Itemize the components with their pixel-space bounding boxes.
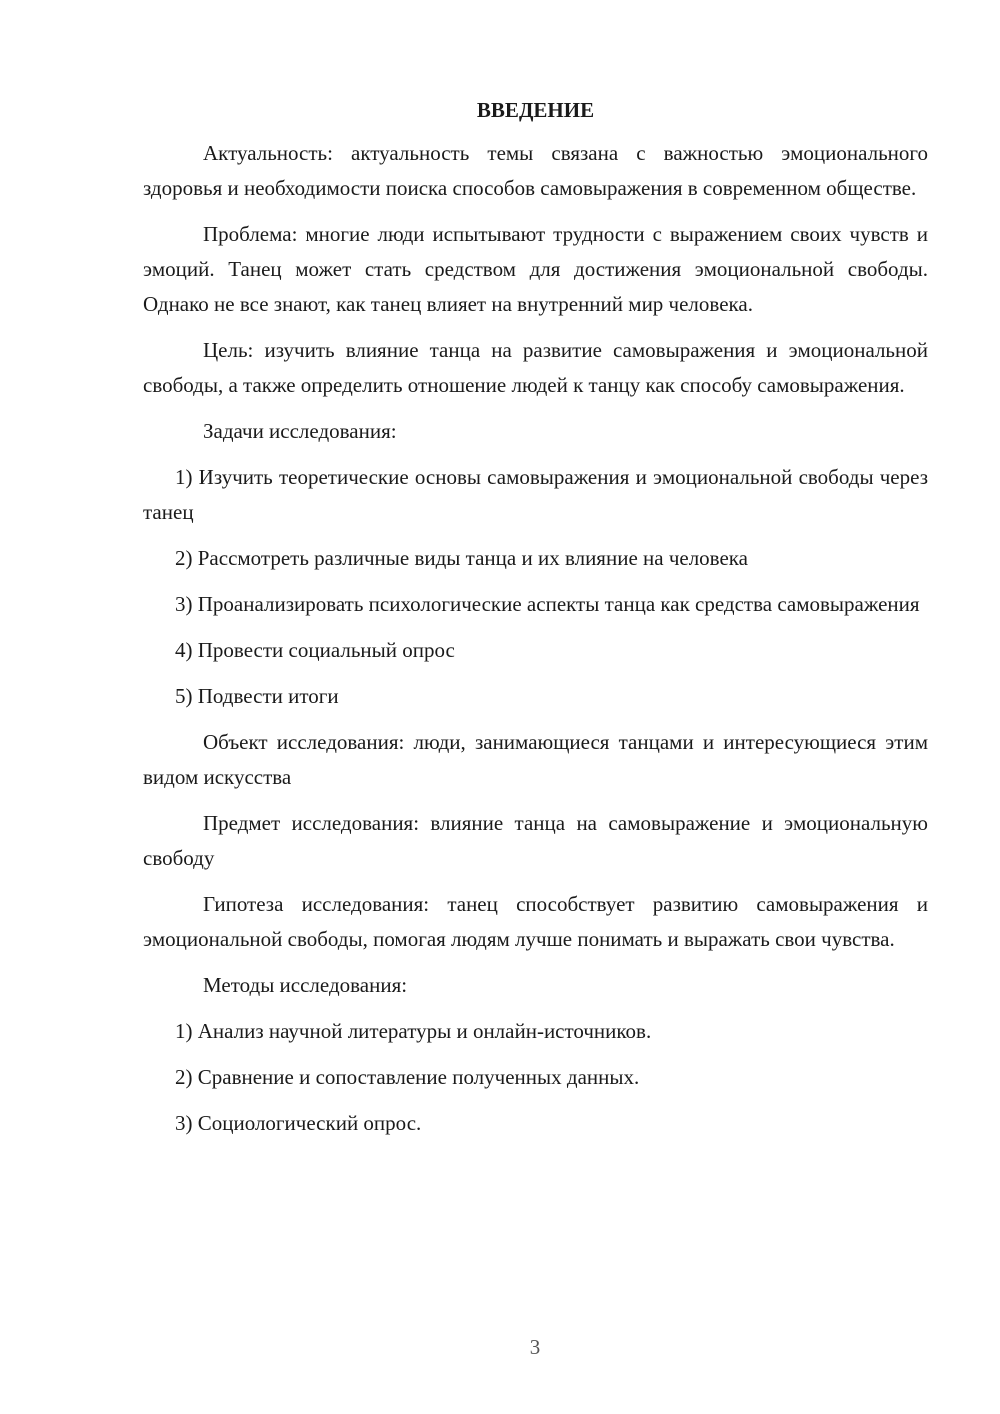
method-item-2: 2) Сравнение и сопоставление полученных данных. bbox=[175, 1065, 640, 1089]
task-item-4: 4) Провести социальный опрос bbox=[175, 638, 455, 662]
task-item-1: 1) Изучить теоретические основы самовыражения и эмоциональной свободы через танец bbox=[143, 465, 928, 524]
method-item-3: 3) Социологический опрос. bbox=[175, 1111, 422, 1135]
methods-heading: Методы исследования: bbox=[203, 973, 408, 997]
problem-paragraph: Проблема: многие люди испытывают трудности с выражением своих чувств и эмоций. Танец может стать средством для достижения эмоциональной свободы. Однако не все знают, как танец влияет на внутренний мир человека. bbox=[143, 222, 928, 316]
object-paragraph: Объект исследования: люди, занимающиеся танцами и интересующиеся этим видом искусства bbox=[143, 730, 928, 789]
section-title: ВВЕДЕНИЕ bbox=[476, 98, 595, 122]
relevance-paragraph: Актуальность: актуальность темы связана с важностью эмоционального здоровья и необходимости поиска способов самовыражения в современном обществе. bbox=[143, 141, 928, 200]
hypothesis-paragraph: Гипотеза исследования: танец способствует развитию самовыражения и эмоциональной свободы, помогая людям лучше понимать и выражать свои чувства. bbox=[143, 892, 928, 951]
task-item-5: 5) Подвести итоги bbox=[175, 684, 339, 708]
method-item-1: 1) Анализ научной литературы и онлайн-источников. bbox=[175, 1019, 652, 1043]
page-number: 3 bbox=[529, 1335, 541, 1359]
task-item-2: 2) Рассмотреть различные виды танца и их влияние на человека bbox=[175, 546, 748, 570]
goal-paragraph: Цель: изучить влияние танца на развитие самовыражения и эмоциональной свободы, а также определить отношение людей к танцу как способу самовыражения. bbox=[143, 338, 928, 397]
tasks-heading: Задачи исследования: bbox=[203, 419, 397, 443]
document-page bbox=[143, 92, 928, 1152]
task-item-3: 3) Проанализировать психологические аспекты танца как средства самовыражения bbox=[175, 592, 920, 616]
subject-paragraph: Предмет исследования: влияние танца на самовыражение и эмоциональную свободу bbox=[143, 811, 928, 870]
